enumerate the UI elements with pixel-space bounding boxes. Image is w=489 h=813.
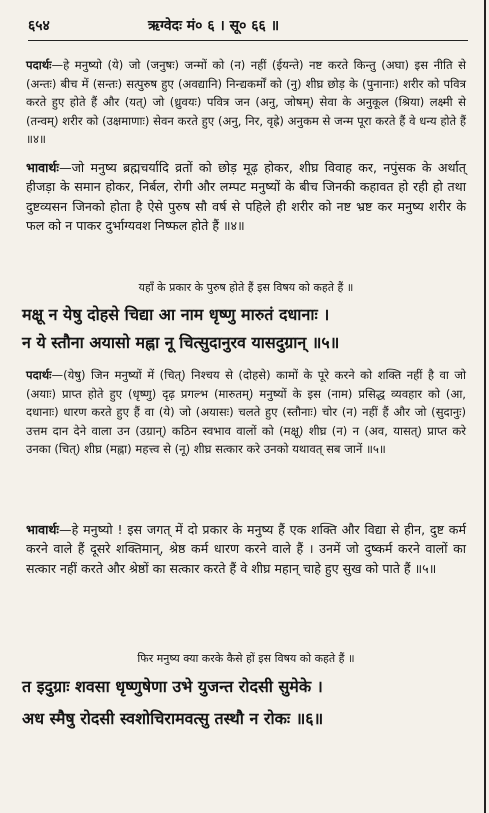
page-number: ६५४ (28, 18, 50, 34)
bhavartha-label: भावार्थः (26, 522, 59, 537)
page-edge-rule (484, 0, 486, 813)
padartha-paragraph-5 (26, 366, 466, 459)
bhavartha-paragraph-4 (26, 158, 466, 236)
bhavartha-paragraph-5 (26, 520, 466, 578)
padartha-label: पदार्थः (26, 58, 52, 72)
mantra-6-line-1: त इदुग्राः शवसा धृष्णुषेणा उभे युजन्त रोदसी सुमेके । (22, 677, 323, 696)
padartha-paragraph-4 (26, 56, 466, 149)
mantra-6-line-2: अध स्मैषु रोदसी स्वशोचिरामवत्सु तस्थौ न रोकः ॥६॥ (22, 709, 324, 728)
page-header (28, 14, 468, 41)
padartha-text: —(येषु) जिन मनुष्यों में (चित्) निश्चय से (दोहसे) कामों के पूरे करने को शक्ति नहीं है वा जो (अयाः) प्राप्त होते हुए (धृष्णु) दृढ़ प्रगल्भ (मारुतम्) मनुष्यों के इस (नाम) प्रसिद्ध व्यवहार को (आ, दधानाः) धारण करते हुए हैं वा (ये) जो (अयासः) चलते हुए (स्तौनाः) चोर (न) नहीं हैं और जो (सुदानुः) उत्तम दान देने वाला उन (उग्रान्) कठिन स्वभाव वालों को (मक्षू) शीघ्र (न) न (अव, यासत्) प्राप्त करे उनका (चित्) शीघ्र (मह्ना) महत्त्व से (नू) शीघ्र सत्कार करे उनको यथावत् सब जानें ॥५॥ (26, 368, 466, 457)
intro-line-6: फिर मनुष्य क्या करके कैसे हों इस विषय को कहते हैं ॥ (137, 652, 355, 665)
intro-line-5: यहाँ के प्रकार के पुरुष होते हैं इस विषय को कहते हैं ॥ (138, 281, 354, 294)
mantra-5-line-2: न ये स्तौना अयासो मह्ना नू चित्सुदानुरव यासदुग्रान् ॥५॥ (22, 333, 340, 352)
padartha-label: पदार्थः (26, 368, 52, 382)
bhavartha-label: भावार्थः (26, 160, 59, 175)
bhavartha-text: —जो मनुष्य ब्रह्मचर्यादि व्रतों को छोड़ मूढ़ होकर, शीघ्र विवाह कर, नपुंसक के अर्थात् हीजड़ा के समान होकर, निर्बल, रोगी और लम्पट मनुष्यों के बीच जिनकी कहावत हो रही हो तथा दुष्टव्यसन जिनको होता है ऐसे पुरुष सौ वर्ष से पहिले ही शरीर को नष्ट भ्रष्ट कर मनुष्य शरीर के फल को न पाकर दुर्भाग्यवश निष्फल होते हैं ॥४॥ (26, 160, 466, 234)
padartha-text: —हे मनुष्यो (ये) जो (जनुषः) जन्मों को (न) नहीं (ईयन्ते) नष्ट करते किन्तु (अघा) इस नीति से (अन्तः) बीच में (सन्तः) सत्पुरुष हुए (अवद्यानि) निन्द्यकर्मों को (नु) शीघ्र छोड़ के (पुनानाः) शरीर को पवित्र करते हुए होते हैं और (यत्) जो (ध्रुवयः) पवित्र जन (अनु, जोषम्) सेवा के अनुकूल (श्रिया) लक्ष्मी से (तन्वम्) शरीर को (उक्षमाणाः) सेवन करते हुए (अनु, निर, वृह्रे) अनुकम से जन्म पूरा करते हैं वे धन्य होते हैं ॥४॥ (26, 58, 466, 147)
running-title: ऋग्वेदः मं० ६ । सू० ६६ ॥ (148, 18, 280, 34)
bhavartha-text: —हे मनुष्यो ! इस जगत् में दो प्रकार के मनुष्य हैं एक शक्ति और विद्या से हीन, दुष्ट कर्म करने वाले हैं दूसरे शक्तिमान्, श्रेष्ठ कर्म धारण करने वाले हैं । उनमें जो दुष्कर्म करने वालों का सत्कार नहीं करते और श्रेष्ठों का सत्कार करते हैं वे शीघ्र महान् चाहे हुए सुख को पाते हैं ॥५॥ (26, 522, 466, 576)
mantra-5-line-1: मक्षू न येषु दोहसे चिद्या आ नाम धृष्णु मारुतं दधानाः । (22, 305, 330, 324)
